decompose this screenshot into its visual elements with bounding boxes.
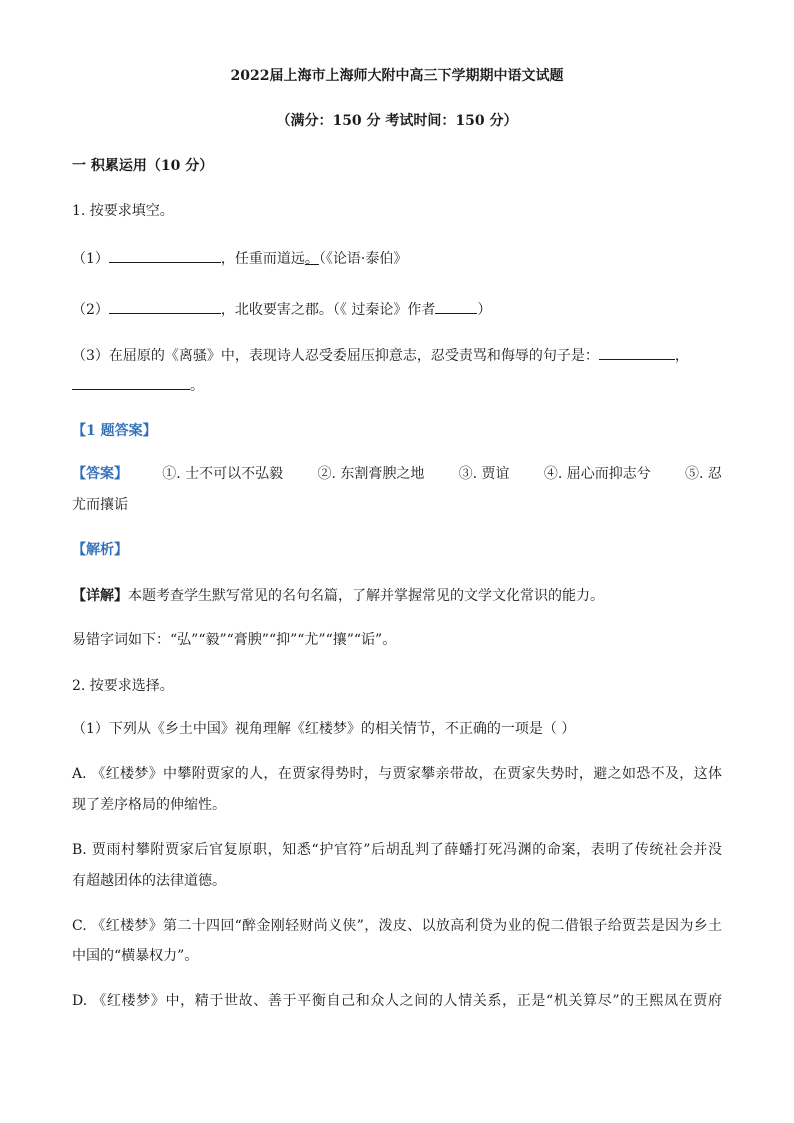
- blank-1: [109, 248, 221, 263]
- error-words: 易错字词如下：“弘”“毅”“膏腴”“抑”“尤”“攘”“诟”。: [72, 632, 397, 648]
- part-1-text: ，任重而道远: [220, 251, 305, 267]
- option-a-line-1: A. 《红楼梦》中攀附贾家的人，在贾家得势时，与贾家攀亲带故，在贾家失势时，避之如恐不及，这体: [72, 766, 722, 782]
- blank-5: [72, 375, 190, 390]
- option-c-line-1: C. 《红楼梦》第二十四回“醉金刚轻财尚义侠”，泼皮、以放高利贷为业的倪二借银子给贾芸是因为乡土: [72, 918, 722, 934]
- question-2-sub-1: （1）下列从《乡土中国》视角理解《红楼梦》的相关情节，不正确的一项是（ ）: [72, 721, 576, 737]
- exam-subtitle: （满分：150 分 考试时间：150 分）: [276, 113, 518, 129]
- option-b-line-2: 有超越团体的法律道德。: [72, 873, 226, 889]
- question-1-part-1: [72, 248, 722, 269]
- answer-line: [72, 464, 722, 484]
- part-3-comma: ，: [674, 348, 689, 364]
- option-a-line-2: 现了差序格局的伸缩性。: [72, 797, 226, 813]
- part-2-prefix: （2）: [72, 302, 109, 318]
- detail-label: 【详解】: [72, 588, 128, 604]
- answer-item-3: ③. 贾谊: [458, 466, 510, 482]
- answer-continuation: 尤而攘诟: [72, 497, 128, 513]
- question-1-part-3: [72, 345, 722, 366]
- blank-2: [109, 299, 221, 314]
- blank-4: [599, 345, 675, 360]
- part-1-mark: 。: [304, 251, 319, 267]
- answer-label: 【答案】: [72, 466, 128, 482]
- blank-3: [435, 299, 477, 314]
- answer-item-4: ④. 屈心而抑志兮: [543, 466, 651, 482]
- exam-title: 2022届上海市上海师大附中高三下学期期中语文试题: [230, 68, 564, 84]
- question-1-stem: 1. 按要求填空。: [72, 203, 174, 219]
- answer-tag: 【1 题答案】: [72, 423, 157, 439]
- part-1-prefix: （1）: [72, 251, 109, 267]
- option-c-line-2: 中国的“横暴权力”。: [72, 948, 199, 964]
- analysis-tag: 【解析】: [72, 542, 128, 558]
- part-2-text: ，北收要害之郡。（《 过秦论》作者: [220, 302, 436, 318]
- part-2-end: ）: [477, 302, 492, 318]
- part-3-end: 。: [190, 378, 204, 394]
- question-1-part-3-cont: [72, 375, 722, 396]
- answer-item-2: ②. 东割膏腴之地: [317, 466, 425, 482]
- answer-item-1: ①. 士不可以不弘毅: [162, 466, 284, 482]
- option-d-line-1: D. 《红楼梦》中，精于世故、善于平衡自己和众人之间的人情关系，正是“机关算尽”的王熙凤在贾府: [72, 993, 722, 1009]
- option-b-line-1: B. 贾雨村攀附贾家后官复原职，知悉“护官符”后胡乱判了薛蟠打死冯渊的命案，表明了传统社会并没: [72, 842, 722, 858]
- answer-item-5: ⑤. 忍: [685, 466, 722, 482]
- detail-text: 本题考查学生默写常见的名句名篇，了解并掌握常见的文学文化常识的能力。: [128, 588, 604, 604]
- detail-line: [72, 586, 722, 606]
- question-1-part-2: [72, 299, 722, 320]
- part-1-source: （《论语·泰伯》: [318, 251, 408, 267]
- question-2-stem: 2. 按要求选择。: [72, 678, 174, 694]
- section-heading: 一 积累运用（10 分）: [72, 158, 214, 174]
- part-3-text: （3）在屈原的《离骚》中，表现诗人忍受委屈压抑意志，忍受责骂和侮辱的句子是：: [72, 348, 599, 364]
